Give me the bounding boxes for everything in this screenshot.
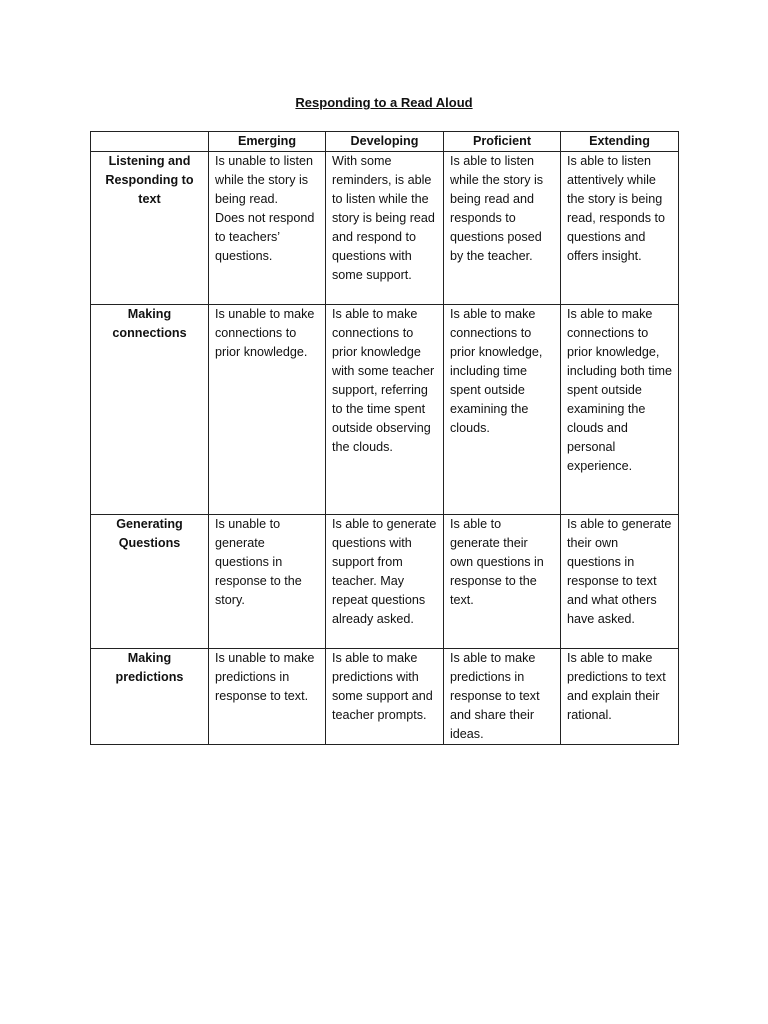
header-emerging: Emerging: [209, 132, 326, 152]
header-corner: [91, 132, 209, 152]
developing-cell: Is able to generate questions with support from teacher. May repeat questions already asked.: [326, 515, 444, 649]
header-row: [91, 132, 679, 152]
emerging-cell: [209, 152, 326, 305]
table-row: [91, 305, 679, 515]
criterion-cell: Listening and Responding to text: [91, 152, 209, 305]
emerging-cell: Is unable to make predictions in response to text.: [209, 649, 326, 745]
emerging-text: Is unable to listen while the story is being read.: [215, 154, 314, 206]
proficient-cell: Is able to listen while the story is being read and responds to questions posed by the teacher.: [444, 152, 561, 305]
proficient-cell: Is able to make predictions in response to text and share their ideas.: [444, 649, 561, 745]
proficient-cell: Is able to make connections to prior knowledge, including time spent outside examining the clouds.: [444, 305, 561, 515]
table-row: [91, 515, 679, 649]
criterion-cell: Generating Questions: [91, 515, 209, 649]
table-row: [91, 649, 679, 745]
emerging-cell: Is unable to generate questions in response to the story.: [209, 515, 326, 649]
extending-cell: Is able to listen attentively while the story is being read, responds to questions and offers insight.: [561, 152, 679, 305]
header-proficient: Proficient: [444, 132, 561, 152]
emerging-cell: Is unable to make connections to prior knowledge.: [209, 305, 326, 515]
extending-cell: Is able to make connections to prior knowledge, including both time spent outside examining the clouds and personal experience.: [561, 305, 679, 515]
header-extending: Extending: [561, 132, 679, 152]
developing-cell: With some reminders, is able to listen while the story is being read and respond to questions with some support.: [326, 152, 444, 305]
developing-cell: Is able to make predictions with some support and teacher prompts.: [326, 649, 444, 745]
header-developing: Developing: [326, 132, 444, 152]
table-row: [91, 152, 679, 305]
criterion-cell: Making predictions: [91, 649, 209, 745]
developing-cell: Is able to make connections to prior knowledge with some teacher support, referring to the time spent outside observing the clouds.: [326, 305, 444, 515]
rubric-table: [90, 131, 679, 745]
extending-cell: Is able to generate their own questions in response to text and what others have asked.: [561, 515, 679, 649]
proficient-cell: Is able to generate their own questions in response to the text.: [444, 515, 561, 649]
emerging-extra-text: Does not respond to teachers’ questions.: [215, 211, 315, 263]
criterion-cell: Making connections: [91, 305, 209, 515]
extending-cell: Is able to make predictions to text and explain their rational.: [561, 649, 679, 745]
document-title: Responding to a Read Aloud: [295, 95, 473, 110]
